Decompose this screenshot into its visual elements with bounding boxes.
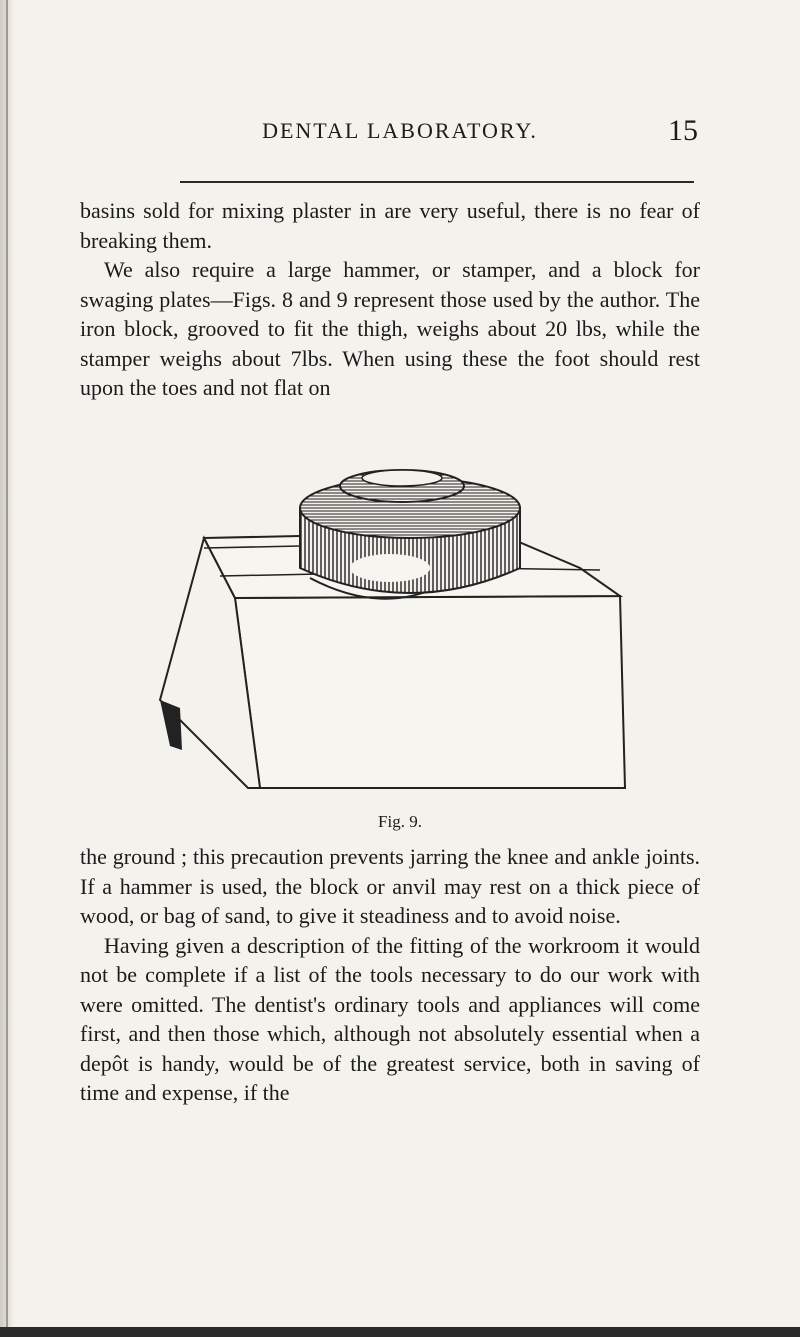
header-rule bbox=[180, 181, 694, 183]
figure-caption: Fig. 9. bbox=[378, 812, 422, 831]
body-text-top bbox=[80, 196, 700, 403]
paragraph: We also require a large hammer, or stamper, and a block for swaging plates—Figs. 8 and 9 represent those used by the author. The iron block, grooved to fit the thigh, weighs about 20 lbs, while the stamper weighs about 7lbs. When using these the foot should rest upon the toes and not flat on bbox=[80, 257, 700, 400]
swaging-block-illustration bbox=[140, 450, 640, 830]
paragraph: Having given a description of the fitting of the workroom it would not be complete if a list of the tools necessary to do our work with were omitted. The dentist's ordinary tools and appliances will come first, and then those which, although not absolutely essential when a depôt is handy, would be of the greatest service, both in saving of time and expense, if the bbox=[80, 932, 700, 1105]
body-text-bottom bbox=[80, 842, 700, 1108]
paragraph: the ground ; this precaution prevents jarring the knee and ankle joints. If a hammer is used, the block or anvil may rest on a thick piece of wood, or bag of sand, to give it steadiness and to avoid noise. bbox=[80, 844, 700, 928]
page-bottom-edge bbox=[0, 1327, 800, 1337]
running-header-title: DENTAL LABORATORY. bbox=[262, 118, 538, 143]
paragraph: basins sold for mixing plaster in are very useful, there is no fear of breaking them. bbox=[80, 198, 700, 253]
page-binding-edge bbox=[6, 0, 8, 1337]
page-number: 15 bbox=[668, 114, 698, 147]
